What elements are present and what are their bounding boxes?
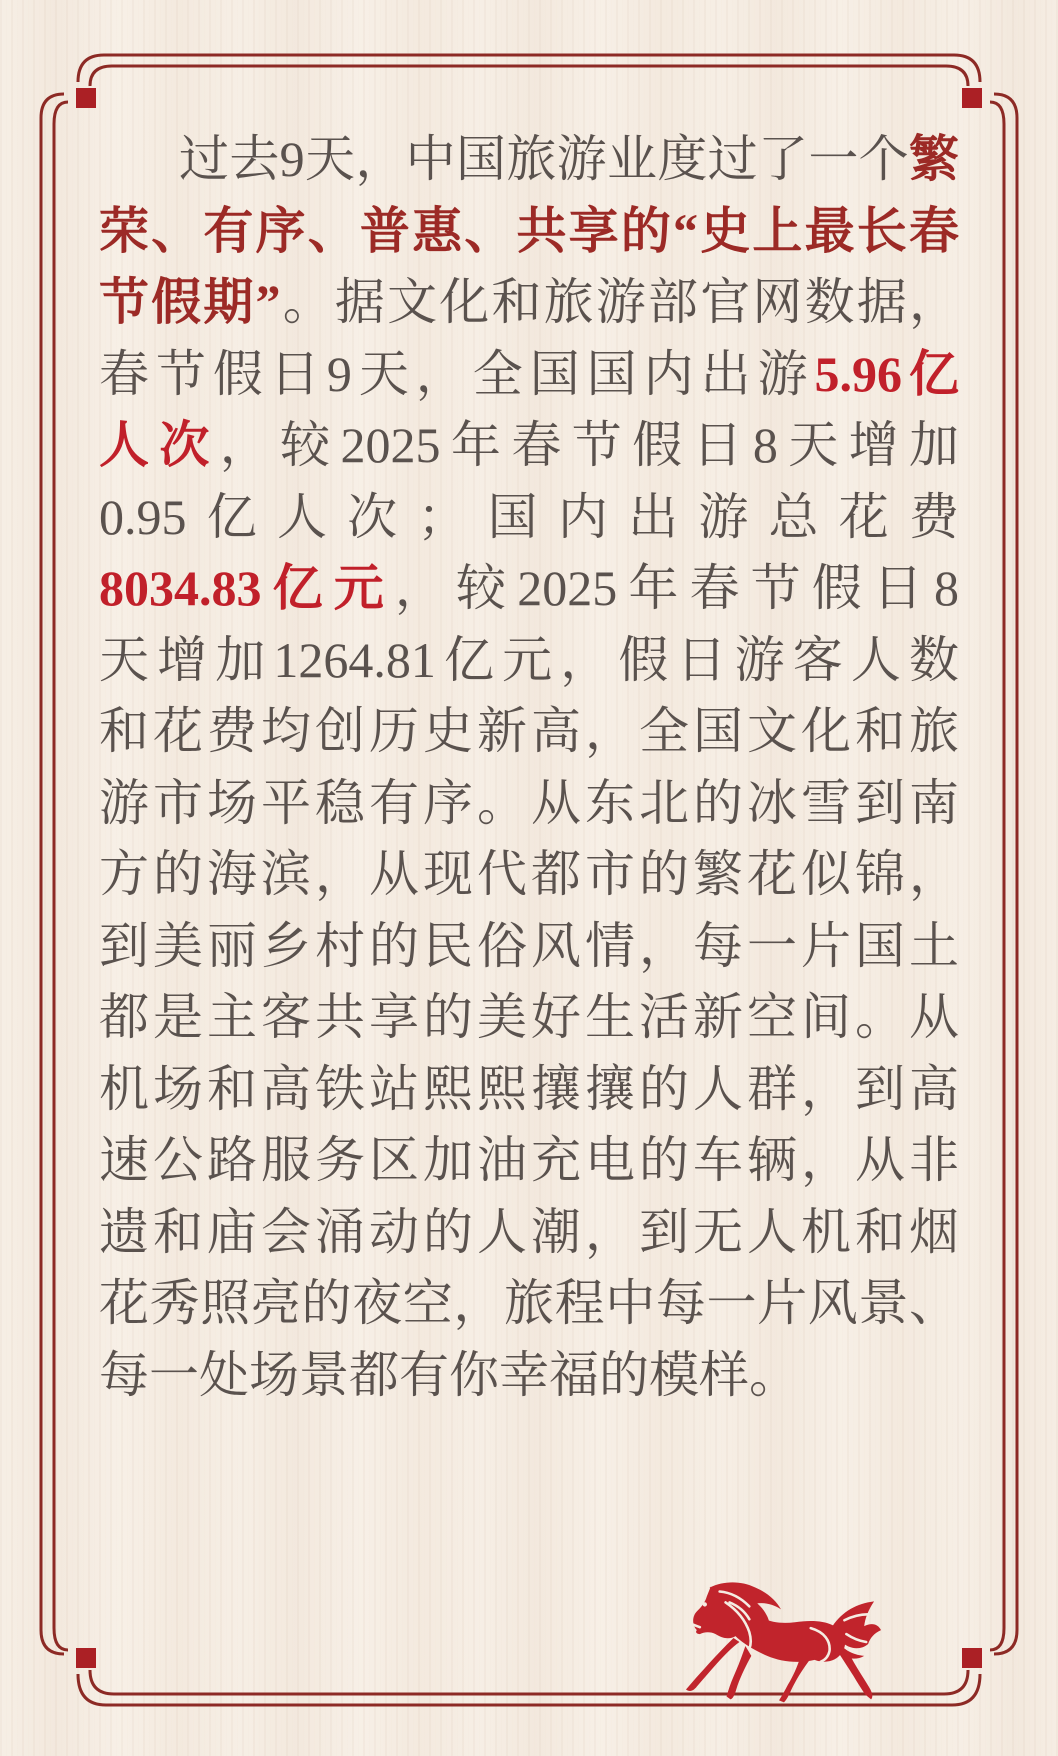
text-segment-em-dark: 荣、有序、普惠、共享的“史上最长春 (99, 202, 959, 259)
text-line (99, 1197, 959, 1269)
text-segment-em-dark: 繁 (909, 131, 959, 187)
galloping-horse-icon (684, 1578, 882, 1708)
text-line (99, 1054, 959, 1126)
text-line (99, 839, 959, 911)
text-segment-body: 遗和庙会涌动的人潮，到无人机和烟 (99, 1203, 959, 1260)
frame-right-inner (990, 102, 1004, 1650)
text-segment-body: 过去9天，中国旅游业度过了一个 (179, 131, 909, 187)
text-line (99, 982, 959, 1054)
text-segment-em-bright: 8034.83亿元 (99, 560, 395, 616)
text-line (99, 339, 959, 411)
text-line (99, 1125, 959, 1197)
text-segment-body: 。据文化和旅游部官网数据， (280, 274, 959, 330)
text-segment-body: 游市场平稳有序。从东北的冰雪到南 (99, 774, 959, 831)
text-line (99, 267, 959, 339)
frame-corner-square (76, 88, 96, 108)
frame-corner-square (962, 88, 982, 108)
text-line (99, 482, 959, 554)
text-line (99, 410, 959, 482)
article-text (99, 124, 959, 1411)
text-line (99, 553, 959, 625)
text-line (99, 1268, 959, 1340)
text-line (99, 768, 959, 840)
text-segment-em-bright: 人次 (99, 417, 220, 473)
text-segment-body: ，较2025年春节假日8 (394, 560, 960, 616)
text-segment-em-bright: 5.96亿 (814, 345, 960, 402)
horse-silhouette (686, 1582, 881, 1702)
text-segment-body: 机场和高铁站熙熙攘攘的人群，到高 (99, 1060, 959, 1117)
text-segment-body: 速公路服务区加油充电的车辆，从非 (99, 1132, 959, 1188)
frame-left-inner (54, 102, 68, 1650)
text-segment-em-dark: 节假期” (99, 274, 281, 330)
text-line (99, 196, 959, 268)
text-segment-body: 都是主客共享的美好生活新空间。从 (99, 989, 959, 1045)
frame-corner-square (962, 1648, 982, 1668)
frame-top-outer (78, 55, 980, 82)
text-line (99, 911, 959, 983)
text-segment-body: 天增加1264.81亿元，假日游客人数 (99, 631, 959, 688)
text-line (99, 696, 959, 768)
frame-corner-square (76, 1648, 96, 1668)
text-line (99, 124, 959, 196)
text-segment-body: 方的海滨，从现代都市的繁花似锦， (99, 846, 959, 902)
text-segment-body: 0.95亿人次；国内出游总花费 (99, 488, 959, 545)
text-segment-body: 和花费均创历史新高，全国文化和旅 (99, 703, 959, 759)
text-segment-body: ，较2025年春节假日8天增加 (219, 417, 960, 473)
text-segment-body: 春节假日9天，全国国内出游 (99, 345, 815, 402)
text-segment-body: 花秀照亮的夜空，旅程中每一片风景、 (99, 1275, 959, 1331)
text-segment-body: 到美丽乡村的民俗风情，每一片国土 (99, 917, 959, 974)
text-segment-body: 每一处场景都有你幸福的模样。 (99, 1346, 799, 1403)
frame-top-inner (90, 66, 968, 86)
text-line (99, 1340, 959, 1412)
text-line (99, 625, 959, 697)
